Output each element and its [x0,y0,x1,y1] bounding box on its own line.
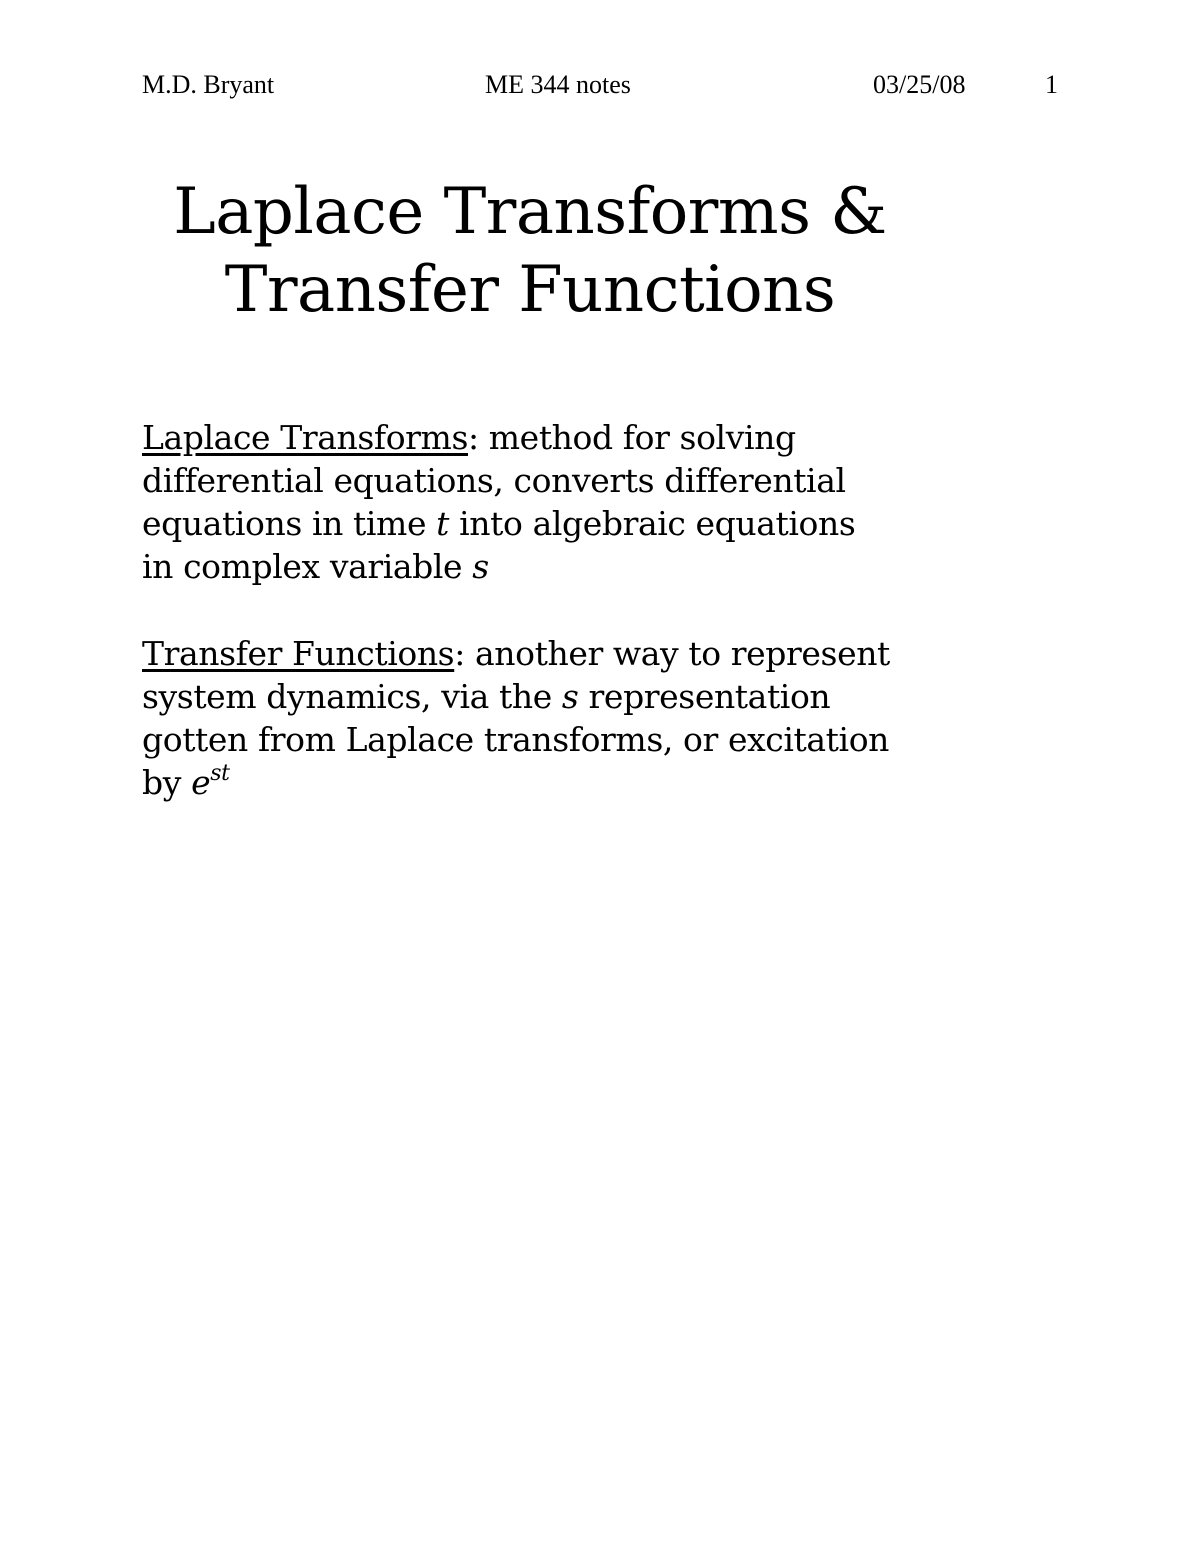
complex-variable: s [472,547,489,586]
paragraph-text: in complex variable [142,547,473,586]
paragraph-text: into algebraic equations [449,504,856,543]
paragraph-text: system dynamics, via the [142,677,562,716]
paragraph-line [142,502,1022,545]
paragraph-text: representation [578,677,831,716]
time-variable: t [436,504,450,543]
paragraph-line [142,632,1022,675]
exponential-base: e [191,763,211,802]
paragraph-line: gotten from Laplace transforms, or excitation [142,720,890,759]
complex-variable: s [561,677,579,716]
paragraph-line: differential equations, converts differential [142,461,846,500]
header-author: M.D. Bryant [142,70,275,99]
paragraph-text: equations in time [142,504,437,543]
paragraph-line [142,416,1022,459]
paragraph-line [142,675,1022,718]
term-colon: : [467,418,479,457]
transfer-function-definition-paragraph [142,632,1022,804]
laplace-term: Laplace Transforms [142,418,468,457]
header-course: ME 344 notes [485,70,631,99]
laplace-definition-paragraph [142,416,1022,588]
paragraph-text: method for solving [478,418,796,457]
page-title-line-2: Transfer Functions [224,253,836,327]
paragraph-text: by [142,763,192,802]
paragraph-line [142,761,1022,804]
page-title-line-1: Laplace Transforms & [173,175,887,249]
header-page-number: 1 [1045,70,1058,99]
paragraph-text: another way to represent [464,634,890,673]
transfer-term: Transfer Functions [142,634,455,673]
header-date: 03/25/08 [873,70,966,99]
paragraph-line [142,545,1022,588]
exponential-exponent: st [210,761,230,786]
term-colon: : [454,634,465,673]
